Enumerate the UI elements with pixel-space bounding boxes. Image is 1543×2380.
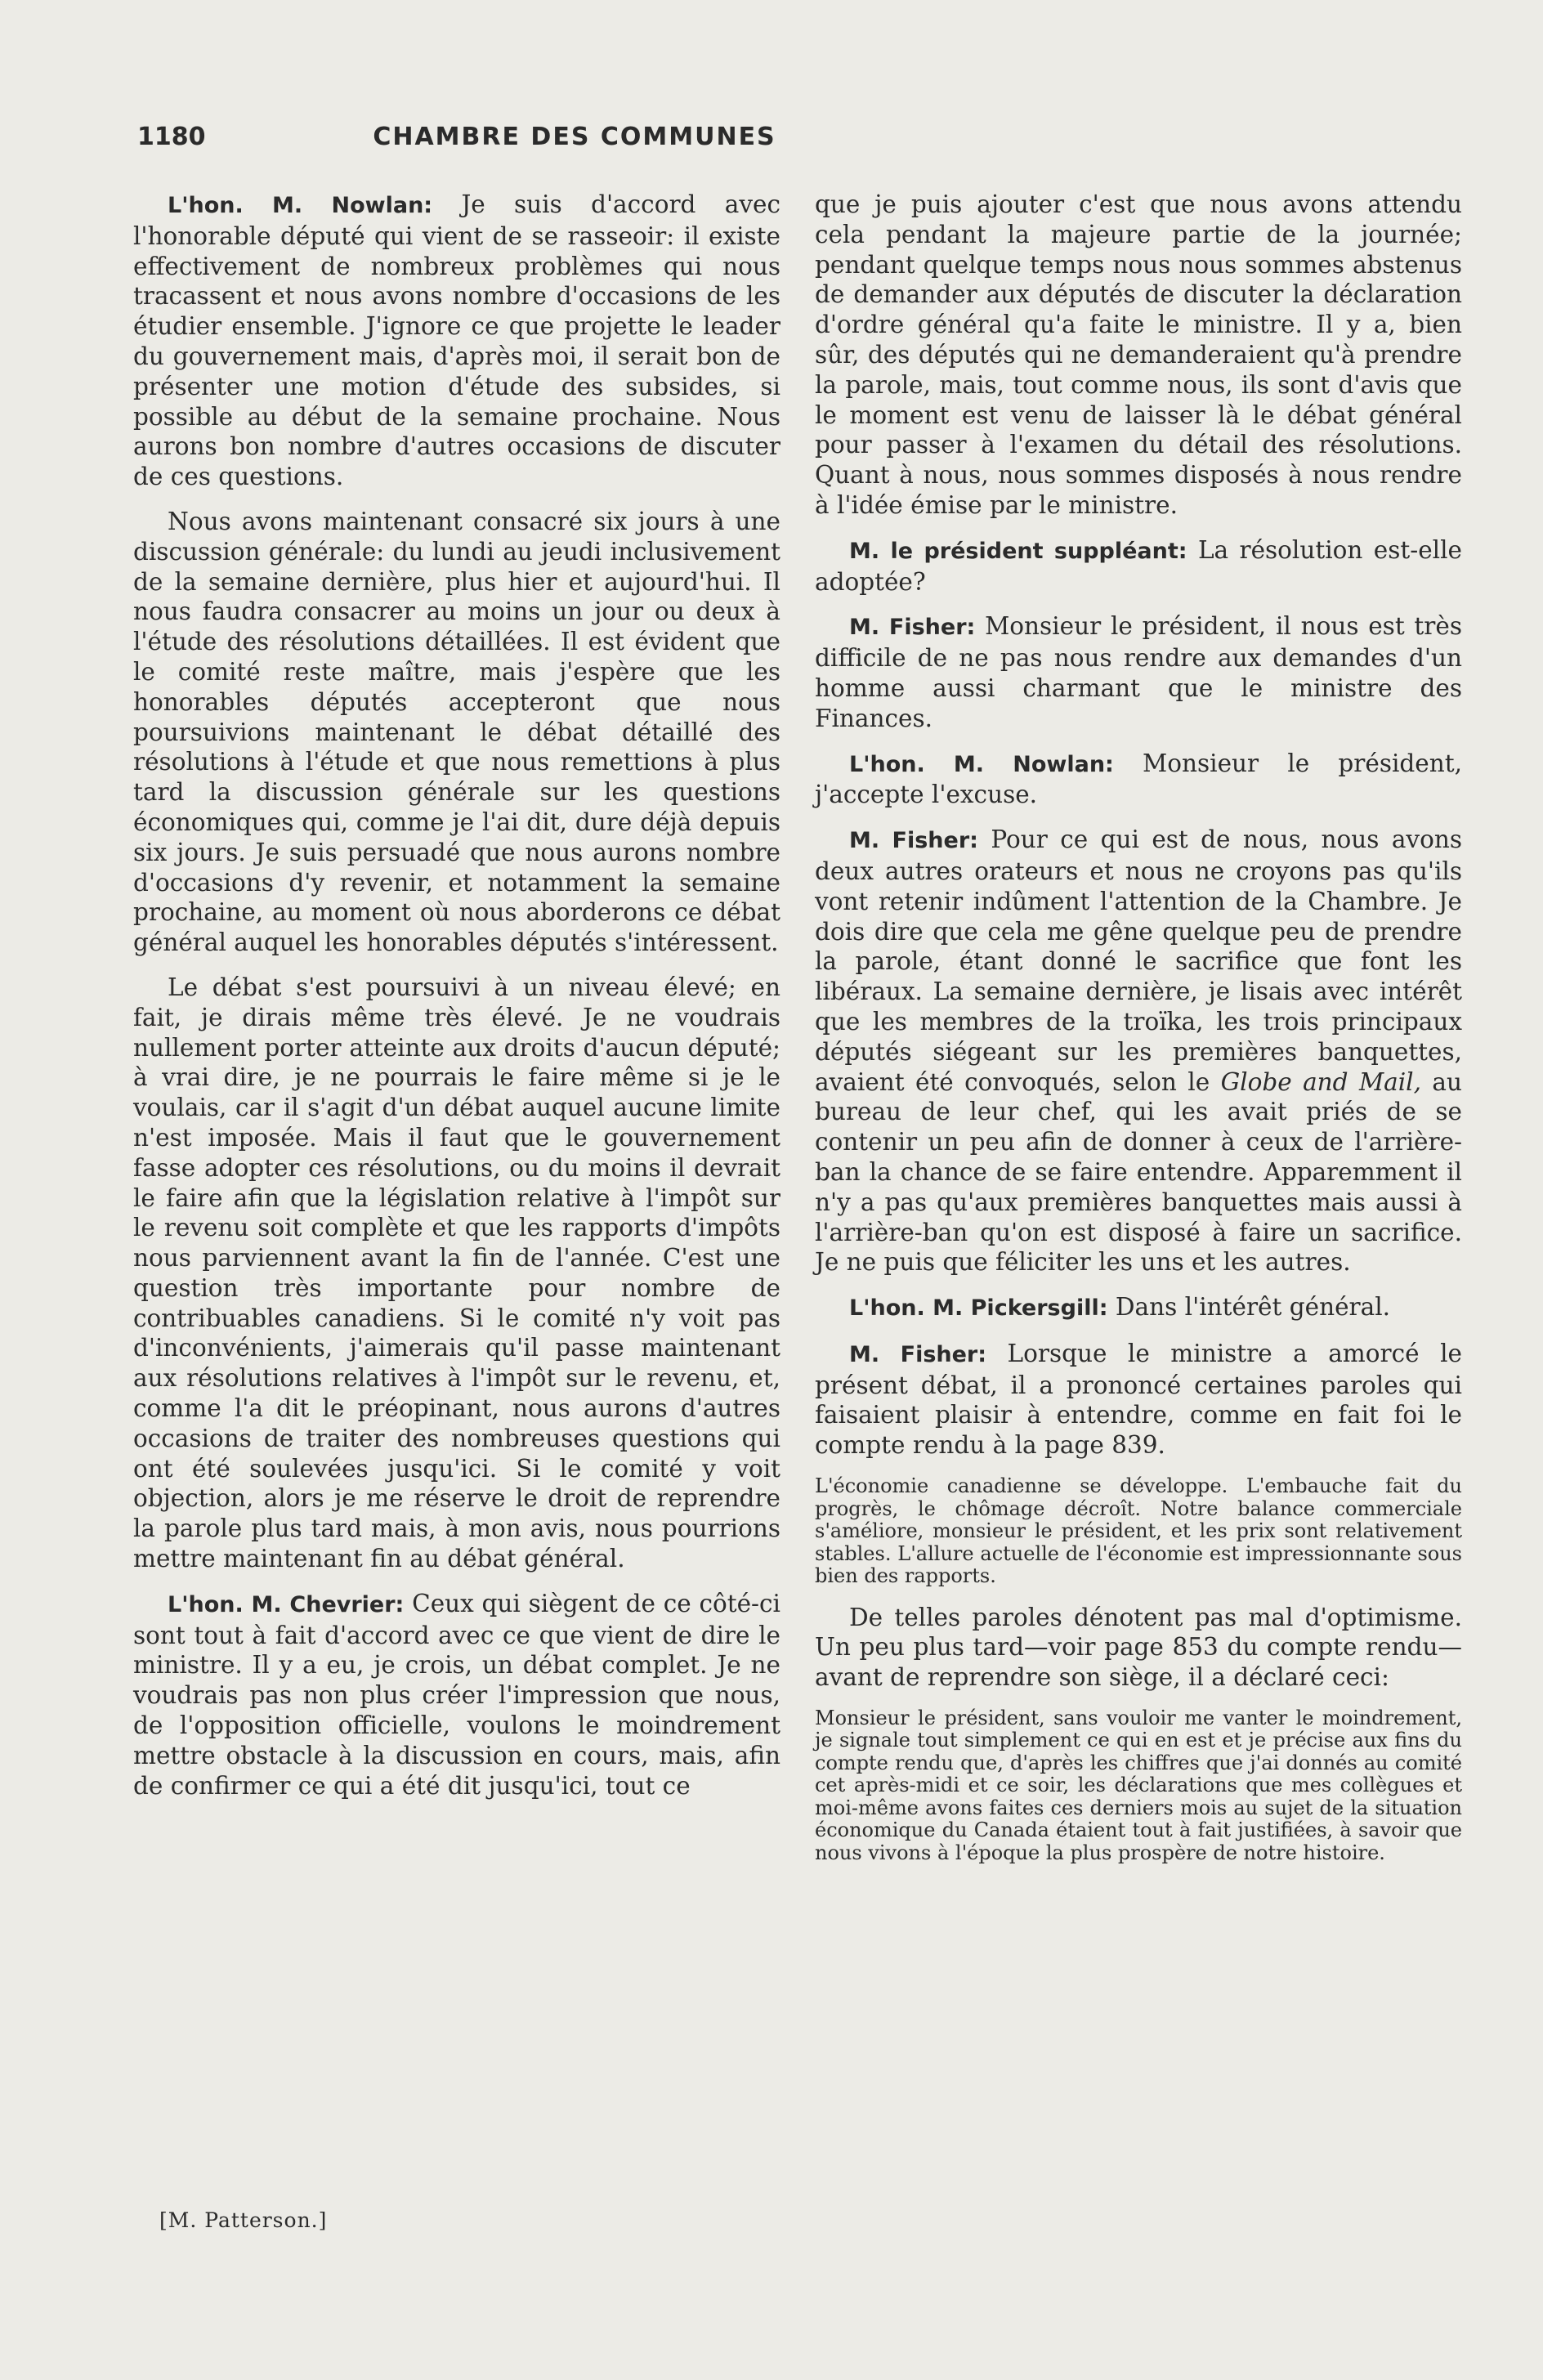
speaker-name: L'hon. M. Pickersgill:: [849, 1295, 1108, 1322]
running-title: CHAMBRE DES COMMUNES: [373, 123, 776, 151]
paragraph: [815, 749, 1462, 811]
speaker-name: M. Fisher:: [849, 1341, 987, 1367]
speech-text: La résolution est-elle adoptée?: [815, 535, 1462, 596]
right-column: [815, 190, 1462, 1879]
paragraph: [815, 535, 1462, 597]
speech-text: Dans l'intérêt général.: [1115, 1293, 1391, 1322]
block-quote: L'économie canadienne se développe. L'embauche fait du progrès, le chômage décroît. Notre balance commerciale s'améliore, monsieur le président, et les prix sont relativement stables. L'allure actuelle de l'économie est impressionnante sous bien des rapports.: [815, 1474, 1462, 1588]
block-quote: Monsieur le président, sans vouloir me vanter le moindrement, je signale tout simplement ce qui en est et je précise aux fins du compte rendu que, d'après les chiffres que j'ai donnés au comité cet après-midi et ce soir, les déclarations que mes collègues et moi-même avons faites ces derniers mois au sujet de la situation économique du Canada étaient tout à fait justifiées, à savoir que nous vivons à l'époque la plus prospère de notre histoire.: [815, 1706, 1462, 1864]
speaker-name: M. le président suppléant:: [849, 538, 1187, 564]
speaker-name: L'hon. M. Nowlan:: [168, 193, 433, 218]
paragraph: [815, 611, 1462, 733]
speech-text: Pour ce qui est de nous, nous avons deux autres orateurs et nous ne croyons pas qu'ils vont retenir indûment l'attention de la Chambre. Je dois dire que cela me gêne quelque peu de prendre la parole, étant donné le sacrifice que font les libéraux. La semaine dernière, je lisais avec intérêt que les membres de la troïka, les trois principaux députés siégeant sur les premières banquettes, avaient été convoqués, selon le: [815, 825, 1462, 1096]
paragraph: Nous avons maintenant consacré six jours à une discussion générale: du lundi au jeudi inclusivement de la semaine dernière, plus hier et aujourd'hui. Il nous faudra consacrer au moins un jour ou deux à l'étude des résolutions détaillées. Il est évident que le comité reste maître, mais j'espère que les honorables députés accepteront que nous poursuivions maintenant le débat détaillé des résolutions à l'étude et que nous remettions à plus tard la discussion générale sur les questions économiques qui, comme je l'ai dit, dure déjà depuis six jours. Je suis persuadé que nous aurons nombre d'occasions d'y revenir, et notamment la semaine prochaine, au moment où nous aborderons ce débat général auquel les honorables députés s'intéressent.: [133, 507, 780, 957]
paragraph: [815, 1292, 1462, 1324]
speech-text: Je suis d'accord avec l'honorable député qui vient de se rasseoir: il existe effectivement de nombreux problèmes qui nous tracassent et nous avons nombre d'occasions de les étudier ensemble. J'ignore ce que projette le leader du gouvernement mais, d'après moi, il serait bon de présenter une motion d'étude des subsides, si possible au début de la semaine prochaine. Nous aurons bon nombre d'autres occasions de discuter de ces questions.: [133, 190, 780, 491]
speech-text: au bureau de leur chef, qui les avait priés de se contenir un peu afin de donner à ceux de l'arrière-ban la chance de se faire entendre. Apparemment il n'y a pas qu'aux premières banquettes mais aussi à l'arrière-ban qu'on est disposé à faire un sacrifice. Je ne puis que féliciter les uns et les autres.: [815, 1067, 1462, 1277]
speaker-byline: [M. Patterson.]: [159, 2208, 328, 2232]
paragraph: [815, 825, 1462, 1277]
speaker-name: L'hon. M. Chevrier:: [168, 1591, 405, 1617]
speech-text: Ceux qui siègent de ce côté-ci sont tout à fait d'accord avec ce que vient de dire le ministre. Il y a eu, je crois, un débat complet. Je ne voudrais pas non plus créer l'impression que nous, de l'opposition officielle, voulons le moindrement mettre obstacle à la discussion en cours, mais, afin de confirmer ce qui a été dit jusqu'ici, tout ce: [133, 1589, 780, 1800]
paragraph: que je puis ajouter c'est que nous avons attendu cela pendant la majeure partie de la journée; pendant quelque temps nous nous sommes abstenus de demander aux députés de discuter la déclaration d'ordre général qu'a faite le ministre. Il y a, bien sûr, des députés qui ne demanderaient qu'à prendre la parole, mais, tout comme nous, ils sont d'avis que le moment est venu de laisser là le débat général pour passer à l'examen du détail des résolutions. Quant à nous, nous sommes disposés à nous rendre à l'idée émise par le ministre.: [815, 190, 1462, 519]
speech-text: Monsieur le président, il nous est très difficile de ne pas nous rendre aux demandes d'un homme aussi charmant que le ministre des Finances.: [815, 612, 1462, 732]
paragraph: [815, 1339, 1462, 1461]
paragraph: [133, 190, 780, 492]
page-header: [137, 123, 1012, 163]
speaker-name: L'hon. M. Nowlan:: [849, 751, 1114, 777]
newspaper-title: Globe and Mail,: [1220, 1067, 1421, 1096]
paragraph: [133, 1589, 780, 1801]
page-number: 1180: [137, 123, 206, 151]
speaker-name: M. Fisher:: [849, 615, 976, 641]
speech-text: Lorsque le ministre a amorcé le présent débat, il a prononcé certaines paroles qui faisaient plaisir à entendre, comme en fait foi le compte rendu à la page 839.: [815, 1339, 1462, 1460]
left-column: [133, 190, 780, 1815]
speaker-name: M. Fisher:: [849, 828, 978, 854]
paragraph: Le débat s'est poursuivi à un niveau élevé; en fait, je dirais même très élevé. Je ne voudrais nullement porter atteinte aux droits d'aucun député; à vrai dire, je ne pourrais le faire même si je le voulais, car il s'agit d'un débat auquel aucune limite n'est imposée. Mais il faut que le gouvernement fasse adopter ces résolutions, ou du moins il devrait le faire afin que la législation relative à l'impôt sur le revenu soit complète et que les rapports d'impôts nous parviennent avant la fin de l'année. C'est une question très importante pour nombre de contribuables canadiens. Si le comité n'y voit pas d'inconvénients, j'aimerais qu'il passe maintenant aux résolutions relatives à l'impôt sur le revenu, et, comme l'a dit le préopinant, nous aurons d'autres occasions de traiter des nombreuses questions qui ont été soulevées jusqu'ici. Si le comité y voit objection, alors je me réserve le droit de reprendre la parole plus tard mais, à mon avis, nous pourrions mettre maintenant fin au débat général.: [133, 973, 780, 1573]
speech-text: Monsieur le président, j'accepte l'excuse.: [815, 749, 1462, 809]
paragraph: De telles paroles dénotent pas mal d'optimisme. Un peu plus tard—voir page 853 du compte rendu—avant de reprendre son siège, il a déclaré ceci:: [815, 1603, 1462, 1692]
